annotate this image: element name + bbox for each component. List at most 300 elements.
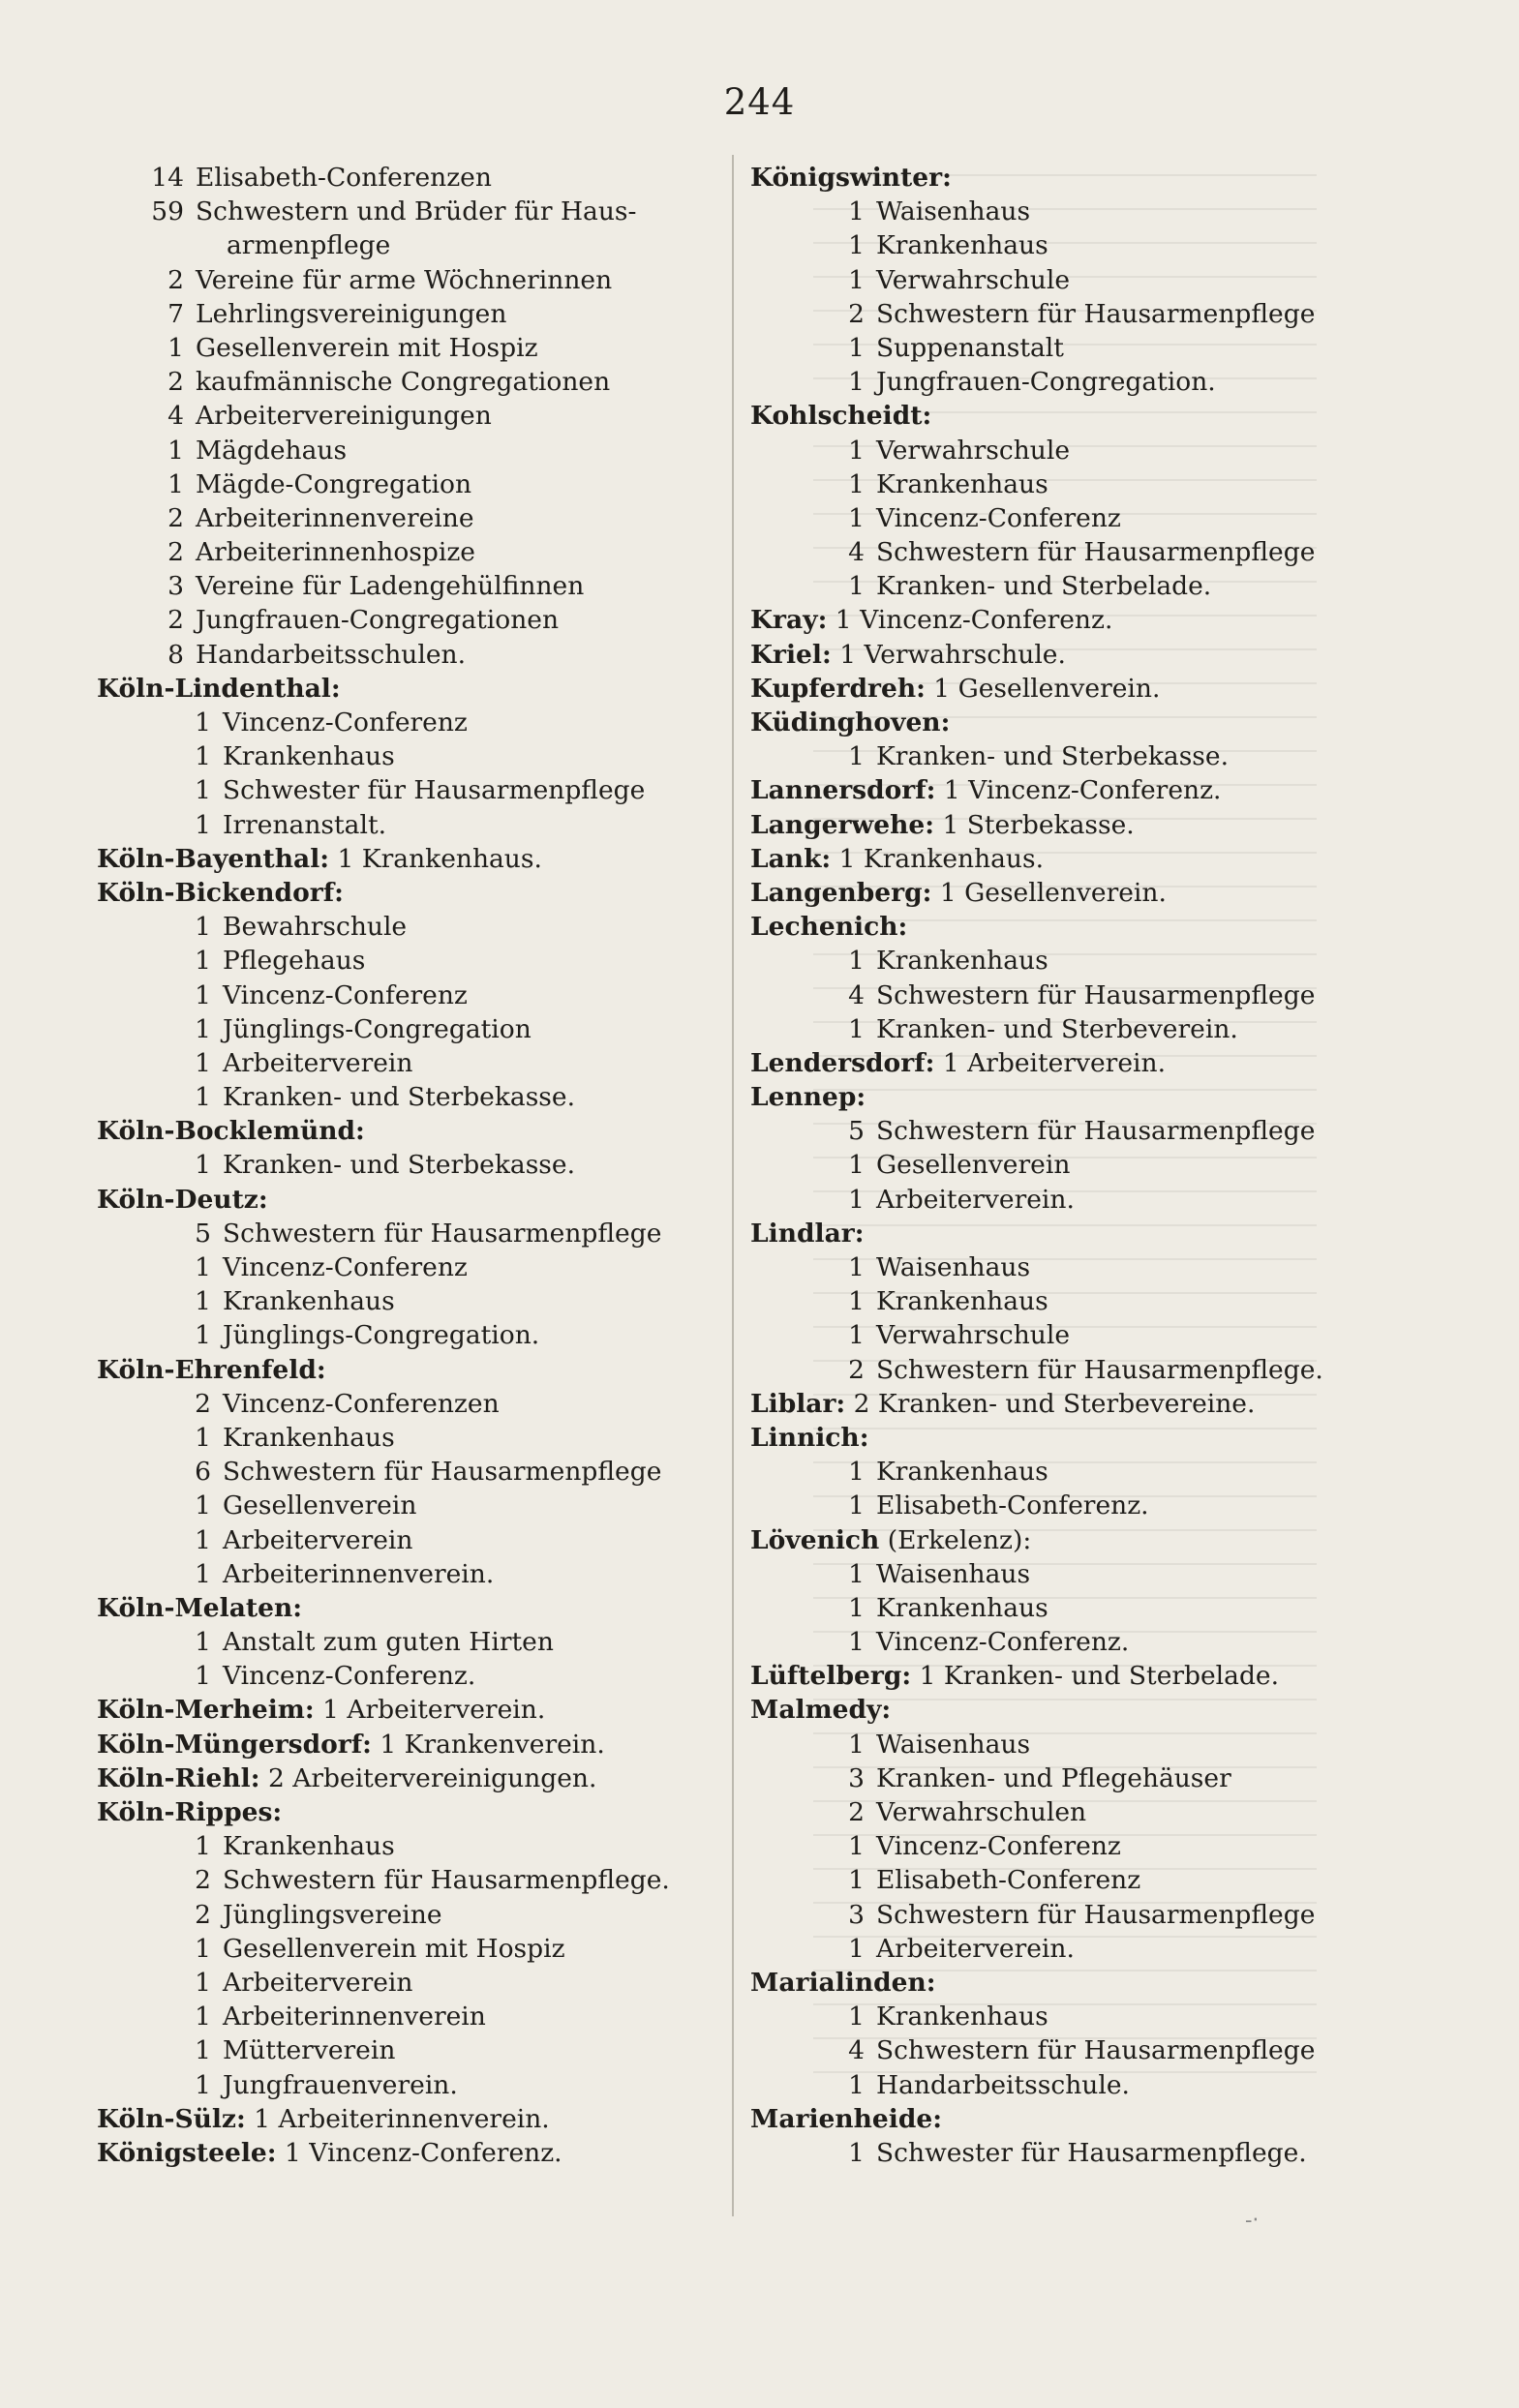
place-name: Langerwehe: — [750, 809, 935, 840]
place-heading — [97, 1114, 716, 1148]
item-count: 1 — [195, 912, 211, 943]
place-name: Kray: — [750, 605, 828, 636]
list-item — [750, 569, 1447, 603]
place-name: Lennep: — [750, 1082, 866, 1113]
list-item — [97, 1250, 716, 1284]
list-item — [750, 1591, 1447, 1625]
item-label: Vincenz-Conferenz — [223, 1252, 468, 1282]
list-item — [750, 739, 1447, 773]
scan-mark: -‧ — [1245, 2209, 1260, 2233]
list-item — [97, 1829, 716, 1863]
item-count: 1 — [195, 1661, 211, 1692]
item-label: Kranken- und Sterbeverein. — [876, 1013, 1238, 1044]
list-item — [750, 1250, 1447, 1284]
item-count: 3 — [167, 571, 184, 602]
item-count: 1 — [195, 1013, 211, 1044]
item-label: Waisenhaus — [876, 1729, 1031, 1760]
inline-entry: 1 Krankenverein. — [371, 1729, 605, 1760]
item-label: Vincenz-Conferenz — [223, 707, 468, 737]
place-heading — [750, 1046, 1447, 1080]
place-name: Küdinghoven: — [750, 707, 951, 737]
list-item — [750, 1898, 1447, 1932]
place-name: Köln-Bocklemünd: — [97, 1116, 365, 1147]
list-item — [97, 1012, 716, 1046]
place-name: Marialinden: — [750, 1967, 936, 1998]
item-label: Verwahrschulen — [876, 1797, 1087, 1827]
place-name: Köln-Riehl: — [97, 1762, 260, 1793]
item-label: Anstalt zum guten Hirten — [223, 1627, 554, 1658]
item-label: Handarbeitsschulen. — [196, 639, 467, 670]
item-count: 7 — [167, 298, 184, 329]
place-heading — [750, 910, 1447, 944]
place-name: Köln-Müngersdorf: — [97, 1729, 372, 1760]
place-name: Malmedy: — [750, 1695, 892, 1726]
list-item — [97, 1966, 716, 2000]
list-item — [97, 739, 716, 773]
item-label: Schwestern für Hausarmenpflege — [876, 537, 1316, 568]
place-heading — [750, 1693, 1447, 1727]
list-item — [97, 399, 716, 433]
list-item — [97, 978, 716, 1012]
item-count: 8 — [167, 639, 184, 670]
place-heading — [97, 672, 716, 706]
list-item — [750, 535, 1447, 569]
item-count: 1 — [195, 775, 211, 806]
item-count: 1 — [848, 264, 865, 295]
list-item — [97, 773, 716, 807]
item-label: Arbeiterverein. — [876, 1933, 1075, 1964]
place-name: Lechenich: — [750, 912, 908, 943]
item-count: 1 — [195, 2069, 211, 2100]
place-name: Lindlar: — [750, 1218, 865, 1249]
item-count: 1 — [195, 1933, 211, 1964]
item-count: 5 — [848, 1116, 865, 1147]
list-item — [97, 535, 716, 569]
item-count: 6 — [195, 1457, 211, 1488]
item-label: Waisenhaus — [876, 1558, 1031, 1589]
item-label: Verwahrschule — [876, 264, 1071, 295]
item-count: 4 — [848, 2035, 865, 2066]
list-item — [97, 263, 716, 297]
item-label: Waisenhaus — [876, 196, 1031, 227]
place-name: Köln-Bickendorf: — [97, 877, 344, 908]
item-label: Jungfrauen-Congregation. — [876, 367, 1216, 398]
item-label: Schwestern für Hausarmenpflege. — [876, 1354, 1323, 1385]
list-item — [97, 910, 716, 944]
list-item — [97, 638, 716, 672]
list-item — [97, 365, 716, 399]
inline-entry: 1 Krankenhaus. — [329, 843, 542, 874]
place-name: Lannersdorf: — [750, 775, 936, 806]
item-label: Schwestern für Hausarmenpflege. — [223, 1865, 670, 1896]
page-number: 244 — [723, 81, 796, 123]
place-name: Linnich: — [750, 1422, 869, 1453]
item-count: 1 — [195, 1286, 211, 1317]
item-count: 1 — [848, 1933, 865, 1964]
item-label: Krankenhaus — [223, 1286, 395, 1317]
place-heading — [750, 842, 1447, 876]
list-item — [750, 195, 1447, 228]
inline-entry: 2 Kranken- und Sterbevereine. — [845, 1388, 1256, 1419]
item-label: Schwestern für Hausarmenpflege — [223, 1457, 662, 1488]
item-count: 2 — [167, 264, 184, 295]
place-name: Köln-Bayenthal: — [97, 843, 330, 874]
list-item — [750, 978, 1447, 1012]
item-count: 1 — [195, 979, 211, 1010]
item-label: Suppenanstalt — [876, 332, 1064, 363]
inline-entry: 1 Kranken- und Sterbelade. — [911, 1661, 1280, 1692]
place-name: Kohlscheidt: — [750, 401, 932, 432]
item-count: 2 — [848, 1797, 865, 1827]
item-count: 1 — [195, 946, 211, 977]
list-item — [750, 263, 1447, 297]
item-label: Krankenhaus — [876, 1457, 1048, 1488]
list-item — [97, 1898, 716, 1932]
item-label: Schwestern für Hausarmenpflege — [876, 1899, 1316, 1930]
list-item — [97, 501, 716, 535]
right-column — [750, 161, 1447, 2170]
list-item — [750, 1114, 1447, 1148]
item-count: 1 — [848, 2137, 865, 2168]
item-count: 1 — [195, 1422, 211, 1453]
list-item — [97, 1557, 716, 1591]
item-count: 1 — [848, 571, 865, 602]
list-item — [750, 1829, 1447, 1863]
item-label: Verwahrschule — [876, 1320, 1071, 1351]
item-count: 1 — [195, 2035, 211, 2066]
place-name: Liblar: — [750, 1388, 846, 1419]
item-label: Vereine für Ladengehülfinnen — [196, 571, 585, 602]
list-item — [97, 1387, 716, 1421]
place-heading — [750, 1217, 1447, 1250]
list-item — [750, 1489, 1447, 1522]
list-item — [97, 2033, 716, 2067]
item-count: 1 — [195, 1524, 211, 1555]
place-name: Kriel: — [750, 639, 832, 670]
item-label: Krankenhaus — [223, 1422, 395, 1453]
list-item — [750, 228, 1447, 262]
inline-entry: 1 Vincenz-Conferenz. — [935, 775, 1222, 806]
item-label: Kranken- und Sterbekasse. — [876, 741, 1229, 772]
item-label: Schwestern für Hausarmenpflege — [223, 1218, 662, 1249]
list-item — [97, 467, 716, 501]
list-item — [750, 365, 1447, 399]
inline-entry: 1 Verwahrschule. — [831, 639, 1066, 670]
item-count: 1 — [195, 707, 211, 737]
list-item — [750, 1353, 1447, 1387]
item-label: Kranken- und Sterbekasse. — [223, 1082, 575, 1113]
item-count: 1 — [848, 1252, 865, 1282]
item-count: 2 — [167, 502, 184, 533]
place-name: Köln-Rippes: — [97, 1797, 283, 1827]
item-label: Vincenz-Conferenz — [876, 1831, 1121, 1862]
inline-entry: 1 Gesellenverein. — [931, 877, 1167, 908]
item-label: Krankenhaus — [876, 1592, 1048, 1623]
place-heading — [97, 1591, 716, 1625]
list-item — [750, 1557, 1447, 1591]
item-count: 2 — [167, 537, 184, 568]
item-count: 1 — [195, 741, 211, 772]
place-heading — [750, 876, 1447, 910]
item-label: Krankenhaus — [876, 2002, 1048, 2032]
list-item — [750, 1148, 1447, 1182]
item-count: 1 — [848, 1286, 865, 1317]
list-item — [750, 1625, 1447, 1659]
item-count: 1 — [848, 1457, 865, 1488]
item-label: Schwestern und Brüder für Haus- — [196, 196, 637, 227]
item-count: 2 — [167, 367, 184, 398]
place-name: Lüftelberg: — [750, 1661, 912, 1692]
list-item — [97, 1046, 716, 1080]
place-name: Langenberg: — [750, 877, 932, 908]
item-count: 1 — [848, 1865, 865, 1896]
item-count: 1 — [167, 332, 184, 363]
place-heading — [750, 672, 1447, 706]
place-heading — [750, 1523, 1447, 1557]
item-label: Gesellenverein mit Hospiz — [196, 332, 538, 363]
item-count: 1 — [848, 1729, 865, 1760]
place-name: Köln-Ehrenfeld: — [97, 1354, 326, 1385]
list-item — [97, 1489, 716, 1522]
item-label: Kranken- und Sterbelade. — [876, 571, 1212, 602]
item-count: 1 — [848, 1320, 865, 1351]
item-count: 1 — [848, 1013, 865, 1044]
item-count: 3 — [848, 1899, 865, 1930]
list-item — [97, 1148, 716, 1182]
item-count: 1 — [195, 2002, 211, 2032]
item-label: Pflegehaus — [223, 946, 366, 977]
item-label: Mägde-Congregation — [196, 468, 472, 499]
list-item — [750, 2000, 1447, 2033]
list-item — [750, 2033, 1447, 2067]
list-item — [750, 297, 1447, 331]
list-item — [750, 1284, 1447, 1318]
item-count: 1 — [195, 809, 211, 840]
place-heading — [750, 1387, 1447, 1421]
item-count: 1 — [848, 1558, 865, 1589]
place-heading — [97, 1183, 716, 1217]
list-item — [97, 161, 716, 195]
list-item — [750, 434, 1447, 467]
item-count: 2 — [848, 298, 865, 329]
item-count: 1 — [195, 1082, 211, 1113]
item-count: 1 — [195, 1047, 211, 1078]
item-label: Arbeiterinnenverein — [223, 2002, 486, 2032]
place-name: Köln-Deutz: — [97, 1184, 268, 1215]
list-item — [750, 1932, 1447, 1966]
item-label: Jünglings-Congregation — [223, 1013, 532, 1044]
item-count: 59 — [151, 196, 184, 227]
list-item — [750, 2068, 1447, 2102]
item-label: Krankenhaus — [223, 1831, 395, 1862]
item-count: 1 — [848, 435, 865, 466]
place-heading — [97, 842, 716, 876]
item-count: 1 — [848, 741, 865, 772]
item-label: Arbeiterverein — [223, 1524, 413, 1555]
item-label: Handarbeitsschule. — [876, 2069, 1130, 2100]
list-item — [97, 1217, 716, 1250]
list-item — [97, 1625, 716, 1659]
item-count: 1 — [848, 1831, 865, 1862]
item-label: Krankenhaus — [223, 741, 395, 772]
item-label: Waisenhaus — [876, 1252, 1031, 1282]
list-item — [97, 569, 716, 603]
inline-entry: (Erkelenz): — [879, 1524, 1032, 1555]
list-item — [97, 1318, 716, 1352]
item-count: 1 — [167, 435, 184, 466]
item-count: 1 — [848, 2069, 865, 2100]
list-item — [97, 1523, 716, 1557]
list-item — [97, 603, 716, 637]
list-item — [97, 944, 716, 978]
item-count: 1 — [195, 1150, 211, 1181]
place-name: Köln-Lindenthal: — [97, 673, 341, 704]
list-item — [750, 1761, 1447, 1795]
place-heading — [97, 1728, 716, 1761]
item-label: Vincenz-Conferenz — [223, 979, 468, 1010]
place-name: Lövenich — [750, 1524, 880, 1555]
item-count: 1 — [848, 502, 865, 533]
item-label: Lehrlingsvereinigungen — [196, 298, 507, 329]
list-item — [97, 808, 716, 842]
inline-entry: 1 Sterbekasse. — [934, 809, 1135, 840]
place-name: Lendersdorf: — [750, 1047, 935, 1078]
item-count: 2 — [195, 1388, 211, 1419]
inline-entry: 1 Gesellenverein. — [925, 673, 1161, 704]
item-count: 1 — [848, 468, 865, 499]
item-count: 1 — [195, 1558, 211, 1589]
place-name: Königswinter: — [750, 163, 952, 193]
list-item — [97, 1080, 716, 1114]
item-count: 4 — [848, 537, 865, 568]
item-label: Arbeiterinnenvereine — [196, 502, 474, 533]
item-label: Elisabeth-Conferenz. — [876, 1490, 1149, 1521]
place-heading — [97, 2102, 716, 2136]
item-count: 1 — [848, 332, 865, 363]
list-item — [750, 1455, 1447, 1489]
place-name: Köln-Sülz: — [97, 2103, 246, 2134]
place-heading — [750, 808, 1447, 842]
list-item — [750, 1728, 1447, 1761]
continuation-line: armenpflege — [227, 230, 391, 261]
item-count: 1 — [848, 230, 865, 261]
item-label: Bewahrschule — [223, 912, 408, 943]
place-heading — [750, 2102, 1447, 2136]
item-label: Jungfrauen-Congregationen — [196, 605, 560, 636]
item-label: Elisabeth-Conferenz — [876, 1865, 1141, 1896]
item-label: Vincenz-Conferenz — [876, 502, 1121, 533]
item-count: 1 — [848, 1184, 865, 1215]
item-count: 1 — [848, 367, 865, 398]
item-label: Arbeiterinnenverein. — [223, 1558, 495, 1589]
item-label: Arbeiterverein. — [876, 1184, 1075, 1215]
item-label: Schwestern für Hausarmenpflege — [876, 1116, 1316, 1147]
place-heading — [750, 161, 1447, 195]
item-count: 2 — [848, 1354, 865, 1385]
item-count: 2 — [195, 1865, 211, 1896]
list-item — [750, 1012, 1447, 1046]
list-item — [97, 1863, 716, 1897]
item-label: Krankenhaus — [876, 468, 1048, 499]
left-column — [97, 161, 716, 2170]
item-count: 14 — [151, 163, 184, 193]
item-label: Vereine für arme Wöchnerinnen — [196, 264, 613, 295]
place-heading — [97, 876, 716, 910]
list-item — [750, 501, 1447, 535]
list-item — [97, 195, 716, 228]
place-name: Kupferdreh: — [750, 673, 926, 704]
inline-entry: 1 Arbeiterverein. — [934, 1047, 1166, 1078]
item-label: Schwester für Hausarmenpflege. — [876, 2137, 1307, 2168]
item-label: Arbeiterverein — [223, 1047, 413, 1078]
place-heading — [97, 1353, 716, 1387]
item-label: Schwestern für Hausarmenpflege — [876, 298, 1316, 329]
item-label: Arbeiterverein — [223, 1967, 413, 1998]
item-count: 1 — [195, 1490, 211, 1521]
item-label: Schwestern für Hausarmenpflege — [876, 2035, 1316, 2066]
item-label: Elisabeth-Conferenzen — [196, 163, 492, 193]
item-label: Krankenhaus — [876, 230, 1048, 261]
list-item — [97, 2068, 716, 2102]
item-label: Jünglings-Congregation. — [223, 1320, 540, 1351]
list-item — [750, 2136, 1447, 2170]
list-item — [97, 1455, 716, 1489]
item-count: 1 — [195, 1320, 211, 1351]
list-item — [97, 297, 716, 331]
place-name: Lank: — [750, 843, 832, 874]
place-name: Köln-Merheim: — [97, 1695, 315, 1726]
item-count: 1 — [848, 1150, 865, 1181]
item-label: Verwahrschule — [876, 435, 1071, 466]
inline-entry: 2 Arbeitervereinigungen. — [259, 1762, 597, 1793]
list-item — [97, 2000, 716, 2033]
item-label: Arbeiterinnenhospize — [196, 537, 475, 568]
item-label: Kranken- und Sterbekasse. — [223, 1150, 575, 1181]
item-label: Vincenz-Conferenz. — [876, 1627, 1130, 1658]
inline-entry: 1 Arbeiterverein. — [314, 1695, 546, 1726]
item-count: 4 — [848, 979, 865, 1010]
list-item — [97, 1932, 716, 1966]
list-item — [750, 1318, 1447, 1352]
place-heading — [750, 1080, 1447, 1114]
place-heading — [750, 638, 1447, 672]
item-count: 1 — [167, 468, 184, 499]
place-heading — [750, 399, 1447, 433]
item-count: 2 — [167, 605, 184, 636]
item-count: 1 — [848, 946, 865, 977]
item-label: Irrenanstalt. — [223, 809, 387, 840]
inline-entry: 1 Arbeiterinnenverein. — [245, 2103, 550, 2134]
place-heading — [750, 1659, 1447, 1693]
item-count: 1 — [848, 196, 865, 227]
place-heading — [97, 1795, 716, 1829]
inline-entry: 1 Krankenhaus. — [831, 843, 1045, 874]
list-item — [750, 467, 1447, 501]
item-label: Krankenhaus — [876, 1286, 1048, 1317]
item-label: Gesellenverein mit Hospiz — [223, 1933, 565, 1964]
item-count: 1 — [195, 1252, 211, 1282]
place-name: Marienheide: — [750, 2103, 943, 2134]
place-heading — [97, 1693, 716, 1727]
list-item — [97, 1284, 716, 1318]
item-count: 1 — [848, 2002, 865, 2032]
list-item — [750, 1183, 1447, 1217]
inline-entry: 1 Vincenz-Conferenz. — [276, 2137, 562, 2168]
place-name: Köln-Melaten: — [97, 1592, 303, 1623]
item-count: 1 — [848, 1490, 865, 1521]
list-item — [750, 331, 1447, 365]
item-label: Schwestern für Hausarmenpflege — [876, 979, 1316, 1010]
